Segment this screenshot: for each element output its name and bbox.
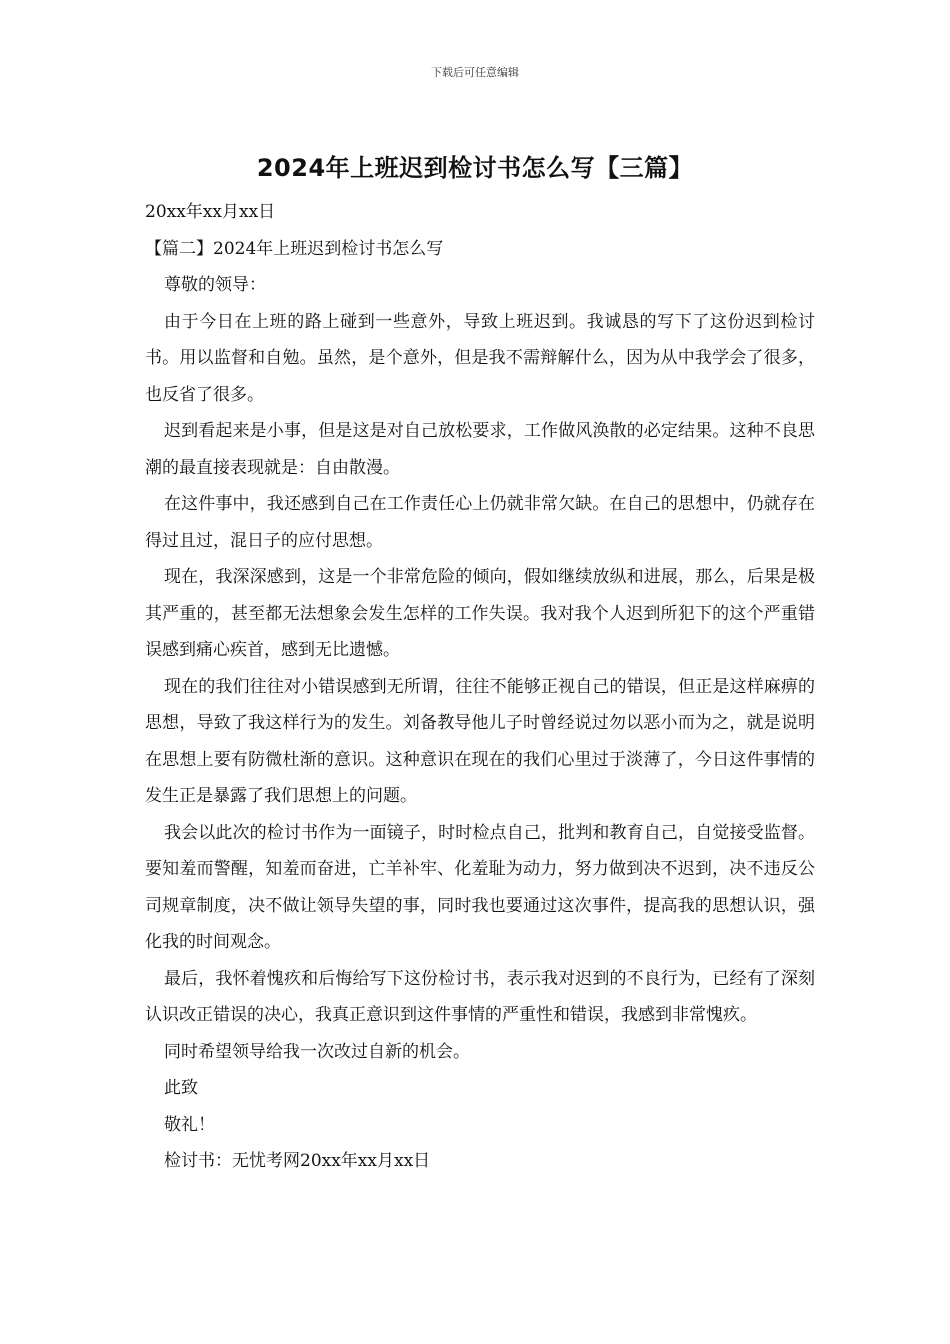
signature-line: 检讨书：无忧考网20xx年xx月xx日 xyxy=(164,1151,431,1171)
date-line: 20xx年xx月xx日 xyxy=(145,202,276,222)
closing-salutation: 此致 xyxy=(164,1078,198,1098)
body-paragraph: 现在，我深深感到，这是一个非常危险的倾向，假如继续放纵和进展，那么，后果是极其严重的，甚至都无法想象会发生怎样的工作失误。我对我个人迟到所犯下的这个严重错误感到痛心疾首，感到无比遗憾。 xyxy=(145,567,815,660)
body-paragraph: 迟到看起来是小事，但是这是对自己放松要求，工作做风涣散的必定结果。这种不良思潮的最直接表现就是：自由散漫。 xyxy=(145,421,815,478)
closing-request: 同时希望领导给我一次改过自新的机会。 xyxy=(164,1041,470,1062)
salutation: 尊敬的领导： xyxy=(164,275,266,295)
document-title: 2024年上班迟到检讨书怎么写【三篇】 xyxy=(256,154,694,182)
header-note: 下载后可任意编辑 xyxy=(431,66,519,79)
body-paragraph: 我会以此次的检讨书作为一面镜子，时时检点自己，批判和教育自己，自觉接受监督。要知羞而警醒，知羞而奋进，亡羊补牢、化羞耻为动力，努力做到决不迟到，决不违反公司规章制度，决不做让领导失望的事，同时我也要通过这次事件，提高我的思想认识，强化我的时间观念。 xyxy=(145,822,815,952)
section-heading: 【篇二】2024年上班迟到检讨书怎么写 xyxy=(145,238,444,259)
body-paragraph: 现在的我们往往对小错误感到无所谓，往往不能够正视自己的错误，但正是这样麻痹的思想，导致了我这样行为的发生。刘备教导他儿子时曾经说过勿以恶小而为之，就是说明在思想上要有防微杜渐的意识。这种意识在现在的我们心里过于淡薄了，今日这件事情的发生正是暴露了我们思想上的问题。 xyxy=(145,676,815,806)
document-body xyxy=(145,194,815,1180)
closing-regards: 敬礼！ xyxy=(164,1114,215,1135)
body-paragraph: 在这件事中，我还感到自己在工作责任心上仍就非常欠缺。在自己的思想中，仍就存在得过且过，混日子的应付思想。 xyxy=(145,494,815,551)
body-paragraph: 由于今日在上班的路上碰到一些意外，导致上班迟到。我诚恳的写下了这份迟到检讨书。用以监督和自勉。虽然，是个意外，但是我不需辩解什么，因为从中我学会了很多，也反省了很多。 xyxy=(145,311,815,405)
body-paragraph: 最后，我怀着愧疚和后悔给写下这份检讨书，表示我对迟到的不良行为，已经有了深刻认识改正错误的决心，我真正意识到这件事情的严重性和错误，我感到非常愧疚。 xyxy=(145,968,815,1025)
